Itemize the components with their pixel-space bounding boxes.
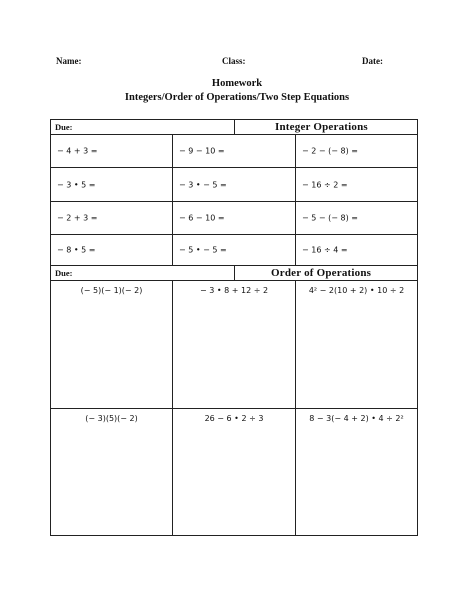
- heading-cell: [235, 266, 417, 280]
- problem-cell: [51, 409, 173, 535]
- table-row: [51, 409, 417, 535]
- table-row: [51, 235, 417, 266]
- problem-cell: [173, 135, 296, 167]
- page-subtitle: Integers/Order of Operations/Two Step Equations: [124, 92, 350, 103]
- problem-cell: [296, 168, 417, 201]
- problem-expression: − 5 − (− 8) =: [302, 213, 358, 223]
- problem-expression: − 2 + 3 =: [57, 213, 98, 223]
- problem-expression: 26 − 6 • 2 ÷ 3: [204, 414, 264, 423]
- problem-expression: − 4 + 3 =: [57, 146, 98, 156]
- date-label: Date:: [362, 56, 383, 66]
- problem-expression: − 16 ÷ 4 =: [302, 245, 348, 255]
- problem-cell: [173, 281, 296, 408]
- due-label: Due:: [55, 268, 73, 278]
- problem-expression: − 9 − 10 =: [179, 146, 225, 156]
- name-label: Name:: [56, 56, 82, 66]
- problem-expression: (− 3)(5)(− 2): [85, 414, 138, 423]
- problem-cell: [173, 409, 296, 535]
- integer-operations-heading: Integer Operations: [275, 121, 368, 133]
- problem-expression: − 8 • 5 =: [57, 245, 96, 255]
- problem-cell: [51, 235, 173, 265]
- problem-expression: 8 − 3(− 4 + 2) • 4 ÷ 2²: [309, 414, 404, 423]
- problem-cell: [51, 135, 173, 167]
- problem-expression: (− 5)(− 1)(− 2): [80, 286, 143, 295]
- page-title: Homework: [211, 78, 263, 89]
- due-label: Due:: [55, 122, 73, 132]
- problem-expression: − 6 − 10 =: [179, 213, 225, 223]
- problem-expression: − 5 • − 5 =: [179, 245, 227, 255]
- problem-cell: [51, 281, 173, 408]
- problem-cell: [173, 235, 296, 265]
- problem-expression: − 3 • 8 + 12 ÷ 2: [199, 286, 269, 295]
- problem-cell: [296, 409, 417, 535]
- problem-cell: [296, 135, 417, 167]
- problem-cell: [296, 202, 417, 234]
- due-cell: [51, 120, 235, 134]
- problem-cell: [296, 235, 417, 265]
- integer-operations-header-row: [51, 120, 417, 135]
- table-row: [51, 135, 417, 168]
- problem-expression: − 3 • − 5 =: [179, 180, 227, 189]
- heading-cell: [235, 120, 417, 134]
- class-label: Class:: [222, 56, 246, 66]
- table-row: [51, 202, 417, 235]
- problem-expression: − 3 • 5 =: [57, 180, 96, 189]
- problem-expression: 4² − 2(10 + 2) • 10 ÷ 2: [308, 286, 405, 295]
- table-row: [51, 168, 417, 202]
- due-cell: [51, 266, 235, 280]
- problem-cell: [173, 202, 296, 234]
- problem-expression: − 16 ÷ 2 =: [302, 180, 348, 189]
- order-of-operations-heading: Order of Operations: [271, 267, 372, 279]
- worksheet-table: [50, 119, 418, 536]
- problem-expression: − 2 − (− 8) =: [302, 146, 358, 156]
- problem-cell: [51, 202, 173, 234]
- problem-cell: [296, 281, 417, 408]
- problem-cell: [173, 168, 296, 201]
- order-of-operations-header-row: [51, 266, 417, 281]
- problem-cell: [51, 168, 173, 201]
- table-row: [51, 281, 417, 409]
